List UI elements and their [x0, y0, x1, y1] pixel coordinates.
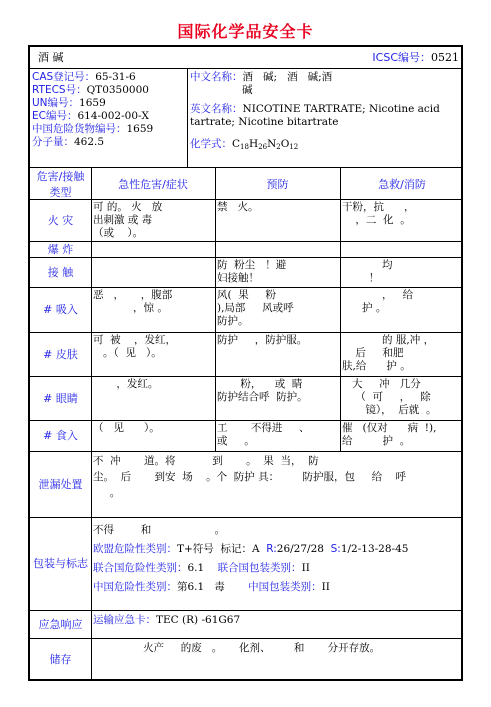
page-title: 国际化学品安全卡 — [177, 22, 314, 41]
row-skin-prevention: 防护 ，防护服。 — [217, 334, 308, 346]
row-fire-label: 火 灾 — [47, 213, 74, 227]
cn-danger-value: 1659 — [126, 123, 154, 135]
s-label: S: — [330, 543, 341, 555]
row-inhalation-firstaid: ， 给 护 。 — [362, 289, 414, 314]
formula-label: 化学式： — [190, 138, 232, 150]
row-fire-firstaid: 干粉，抗 ， ，二 化 。 — [342, 201, 415, 226]
row-ingestion-prevention: 工 不得进 、 或 。 — [217, 422, 310, 447]
storage-text: 火产 的废 。 化剂、 和 分开存放。 — [93, 642, 381, 654]
safety-card — [28, 45, 463, 681]
r-value: 26/27/28 — [276, 543, 331, 555]
rtecs-label: RTECS号： — [32, 84, 87, 96]
col-type-header: 危害/接触 类型 — [36, 169, 85, 199]
transport-value: TEC (R) -61G67 — [156, 614, 241, 626]
packaging-line1: 不得 和 。 — [93, 524, 226, 536]
s-value: 1/2-13-28-45 — [340, 543, 409, 555]
packaging-label: 包装与标志 — [33, 557, 88, 570]
col-firstaid-header: 急救/消防 — [378, 177, 426, 191]
cas-value: 65-31-6 — [95, 71, 136, 83]
row-skin-hazard: 可 被 ，发红， 。（ 见 ）。 — [93, 334, 177, 359]
en-name-label: 英文名称： — [190, 103, 243, 115]
cn-pack-label: 中国包装类别： — [248, 581, 322, 593]
packaging-text — [91, 520, 464, 609]
row-contact-label: 接 触 — [47, 265, 74, 279]
row-inhalation-hazard: 恶 ， ，腹部 ，惊 。 — [93, 289, 173, 314]
row-fire-prevention: 禁 火。 — [217, 201, 259, 213]
cas-label: CAS登记号： — [32, 71, 96, 83]
chemical-name: 酒 碱 — [38, 51, 64, 64]
ec-label: EC编号： — [32, 110, 78, 122]
cn-name-value2: 碱 — [242, 84, 253, 96]
storage-label: 储存 — [49, 652, 72, 666]
eu-class-value: T+符号 标记：A — [177, 543, 267, 555]
icsc-label: ICSC编号： — [372, 51, 431, 64]
un-class-value: 6.1 — [187, 562, 218, 574]
en-name-value2: tartrate; Nicotine bitartrate — [190, 116, 339, 128]
mw-value: 462.5 — [74, 136, 105, 148]
row-contact-hazard — [91, 258, 215, 286]
row-explosion-label: 爆 炸 — [47, 242, 74, 256]
row-ingestion-firstaid: 催 (仅对 病 !), 给 护 。 — [342, 422, 437, 447]
row-eyes-prevention: 粉， 或 睛 防护结合呼 防护。 — [217, 378, 308, 403]
icsc-number — [330, 50, 461, 66]
row-contact-firstaid: 均 ！ — [368, 259, 393, 284]
row-skin-label: # 皮肤 — [43, 347, 78, 361]
transport-label: 运输应急卡： — [93, 614, 156, 626]
row-eyes-hazard: ，发红。 — [93, 378, 159, 390]
row-contact-prevention: 防 粉尘 ！避 妇接触！ — [217, 259, 287, 284]
col-prevention-header: 预防 — [266, 177, 289, 191]
row-ingestion-hazard: （ 见 ）。 — [93, 422, 160, 434]
cn-class-label: 中国危险性类别： — [93, 581, 177, 593]
cn-danger-label: 中国危险货物编号： — [32, 123, 127, 135]
row-eyes-firstaid: 大 冲 几分 （ 可 ， 除 镜）， 后就 。 — [352, 378, 437, 416]
icsc-value: 0521 — [431, 51, 459, 64]
un-label: UN编号： — [32, 97, 80, 109]
cn-class-value: 第6.1 毒 — [177, 581, 249, 593]
r-label: R: — [266, 543, 277, 555]
rtecs-value: QT0350000 — [86, 84, 149, 96]
row-skin-firstaid: 的 服,冲 ， 后 和肥 肤,给 护 。 — [342, 334, 435, 372]
cn-pack-value: II — [321, 581, 330, 593]
row-inhalation-prevention: 风( 果 粉 ),局部 风或呼 防护。 — [217, 289, 294, 327]
un-value: 1659 — [79, 97, 106, 109]
un-class-label: 联合国危险性类别： — [93, 562, 188, 574]
un-pack-label: 联合国包装类别： — [217, 562, 302, 574]
emergency-label: 应急响应 — [38, 617, 83, 631]
row-inhalation-label: # 吸入 — [43, 303, 78, 316]
cn-name-label: 中文名称： — [190, 71, 243, 83]
emergency-text — [91, 613, 464, 637]
row-ingestion-label: # 食入 — [43, 429, 78, 442]
row-fire-hazard: 可 的。 火 放 出刺激 或 毒 （或 ）。 — [93, 201, 163, 239]
identity-right — [188, 70, 464, 166]
identity-left — [30, 70, 187, 166]
mw-label: 分子量： — [32, 136, 74, 148]
un-pack-value: II — [301, 562, 310, 574]
eu-class-label: 欧盟危险性类别： — [93, 543, 177, 555]
chemical-formula: $C_{18}H_{26}N_2O_{12}$ — [232, 138, 299, 151]
ec-value: 614-002-00-X — [77, 110, 150, 122]
row-eyes-label: # 眼睛 — [43, 391, 78, 405]
cn-name-value: 酒 碱; 酒 碱;酒 — [242, 71, 333, 83]
col-hazard-header: 急性危害/症状 — [118, 177, 188, 191]
spill-label: 泄漏处置 — [38, 477, 83, 491]
en-name-value: NICOTINE TARTRATE; Nicotine acid — [242, 103, 440, 115]
spill-text: 不 冲 道。将 到 。 果 当， 防 尘。 后 到安 场 。个 防护 具： 防护服，包 给 呼 。 — [93, 455, 406, 499]
